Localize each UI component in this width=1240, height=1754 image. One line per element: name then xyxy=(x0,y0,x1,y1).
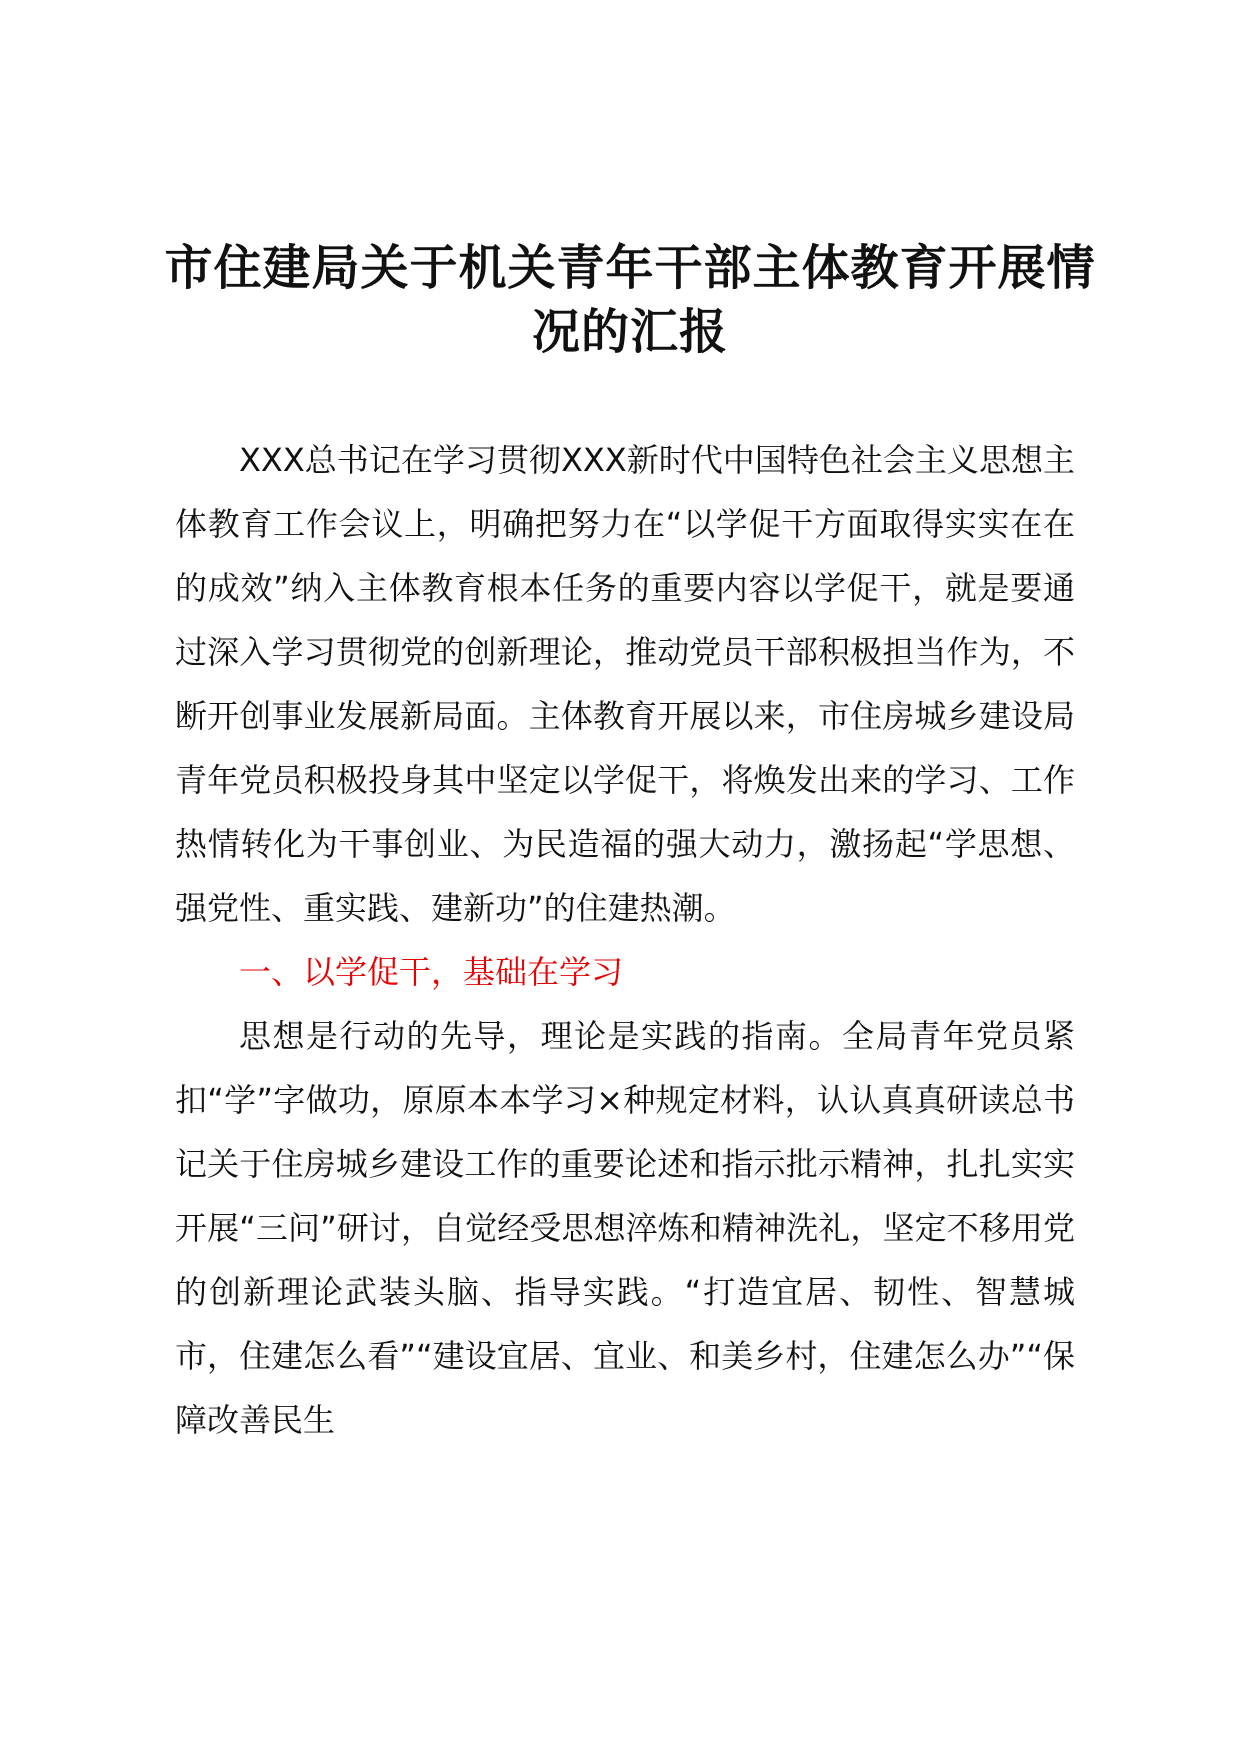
section-heading: 一、以学促干，基础在学习 xyxy=(239,953,624,991)
section-paragraph: 思想是行动的先导，理论是实践的指南。全局青年党员紧扣“学”字做功，原原本本学习×种规定材料，认认真真研读总书记关于住房城乡建设工作的重要论述和指示批示精神，扎扎实实开展“三问”研讨，自觉经受思想淬炼和精神洗礼，坚定不移用党的创新理论武装头脑、指导实践。“打造宜居、韧性、智慧城市，住建怎么看”“建设宜居、宜业、和美乡村，住建怎么办”“保障改善民生 xyxy=(175,1017,1075,1439)
intro-paragraph: XXX总书记在学习贯彻XXX新时代中国特色社会主义思想主体教育工作会议上，明确把努力在“以学促干方面取得实实在在的成效”纳入主体教育根本任务的重要内容以学促干，就是要通过深入学习贯彻党的创新理论，推动党员干部积极担当作为，不断开创事业发展新局面。主体教育开展以来，市住房城乡建设局青年党员积极投身其中坚定以学促干，将焕发出来的学习、工作热情转化为干事创业、为民造福的强大动力，激扬起“学思想、强党性、重实践、建新功”的住建热潮。 xyxy=(175,441,1075,927)
document-body xyxy=(175,428,1075,1452)
document-title: 市住建局关于机关青年干部主体教育开展情况的汇报 xyxy=(164,240,1096,360)
